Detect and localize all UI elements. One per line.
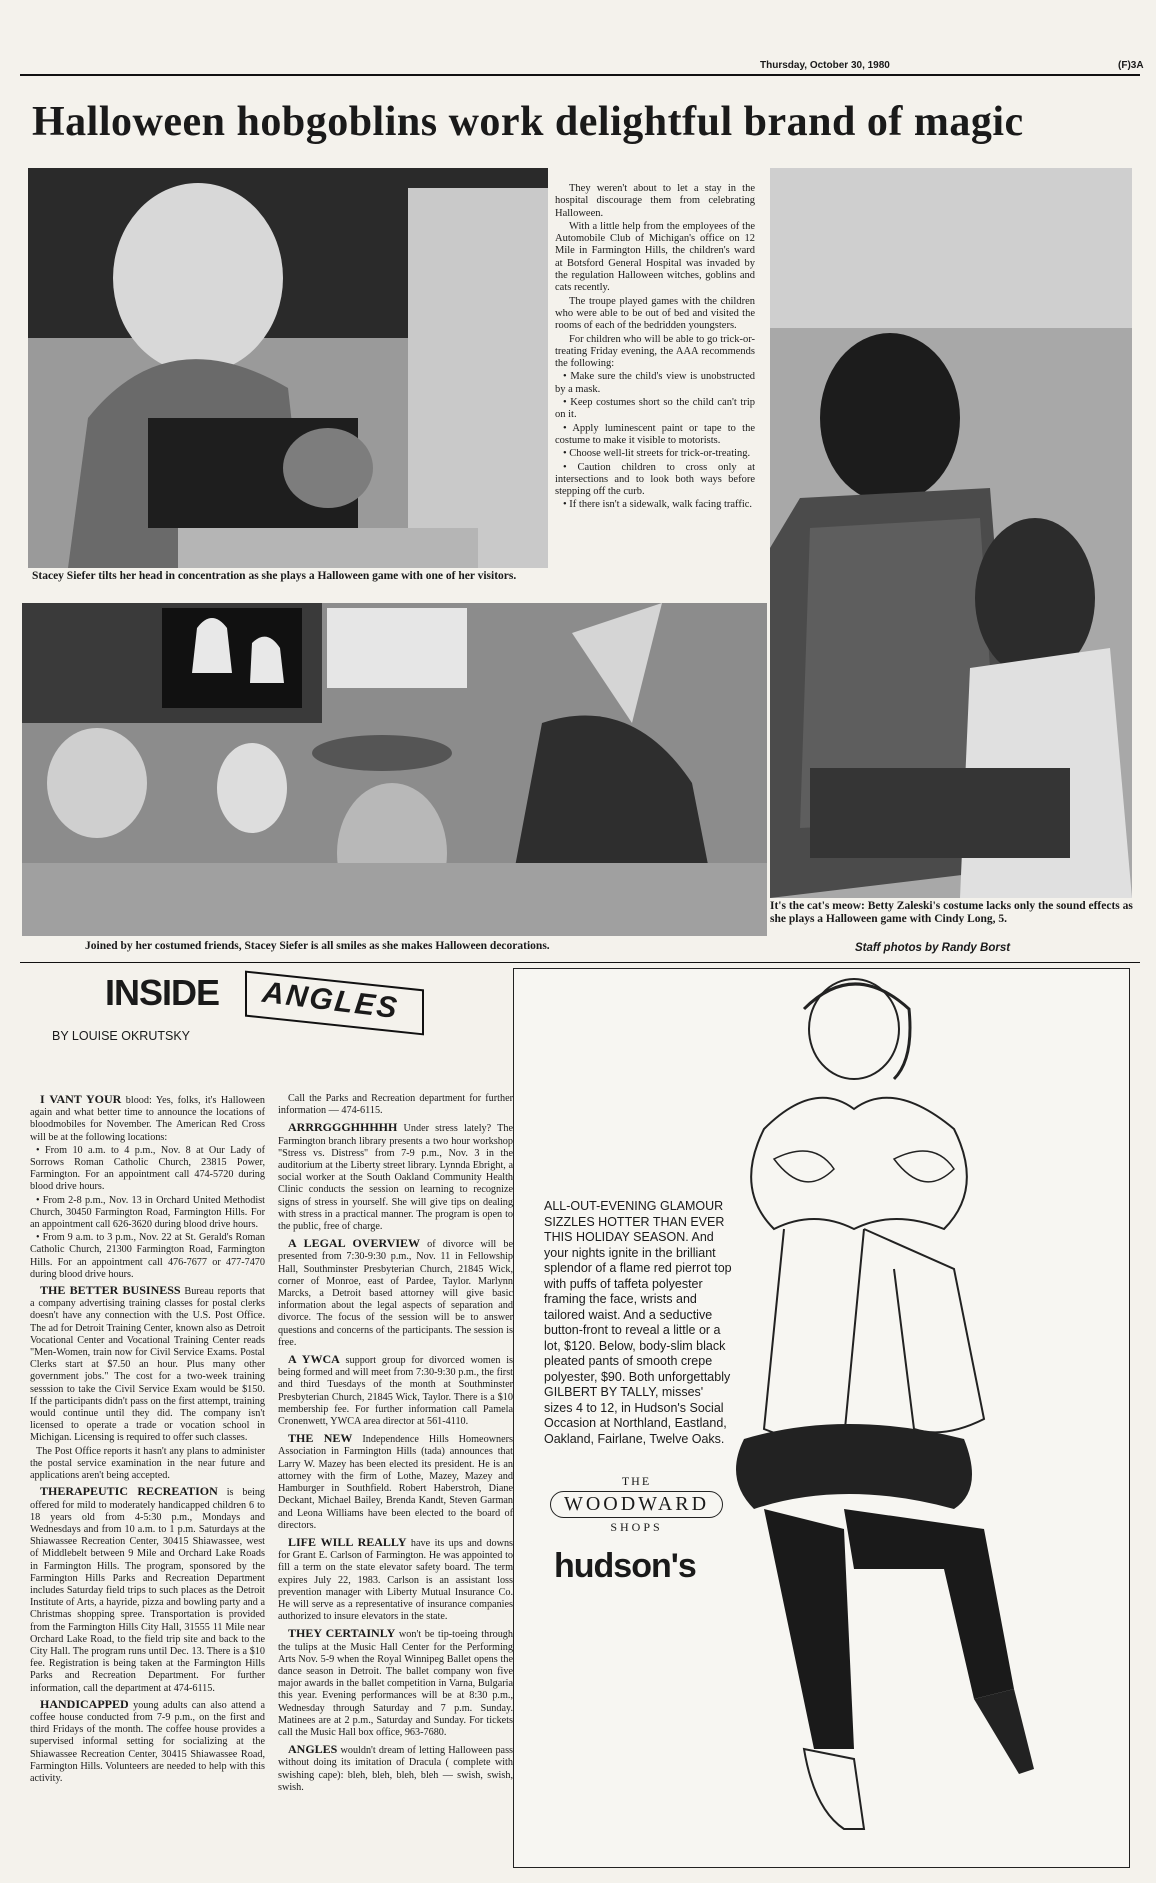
photo-costumed-friends: [22, 603, 767, 936]
item-text: of divorce will be presented from 7:30-9:30 p.m., Nov. 11 in Fellowship Hall, Southminster Presbyterian Church, 21845 Wick, corner of Monroe, east of Pardee, Taylor. Marlynn Marcks, a Detroit based attorney will give basic information about the legal aspects of separation and divorce. The focus of the session will be to answer questions and concerns of the participants. The session is free.: [278, 1239, 513, 1348]
story-paragraph: With a little help from the employees of the Automobile Club of Michigan's office on 12 Mile in Farmington Hills, the children's ward at Botsford General Hospital was invaded by the regulation Halloween witches, goblins and cats recently.: [555, 220, 755, 294]
item-text: • From 9 a.m. to 3 p.m., Nov. 22 at St. Gerald's Roman Catholic Church, 21300 Farmington Road, Farmington Hills. For an appointment call 476-7677 or 477-7470 during blood drive hours.: [30, 1232, 265, 1280]
story-paragraph: • Apply luminescent paint or tape to the costume to make it visible to motorists.: [555, 422, 755, 446]
column-item: [30, 1195, 265, 1232]
story-paragraph: • Make sure the child's view is unobstructed by a mask.: [555, 371, 755, 395]
story-paragraph: They weren't about to let a stay in the hospital discourage them from celebrating Halloween.: [555, 183, 755, 219]
item-lead: I VANT YOUR: [40, 1092, 122, 1106]
column-item: [30, 1485, 265, 1694]
hudsons-ad: [513, 968, 1130, 1868]
item-text: Call the Parks and Recreation department for further information — 474-6115.: [278, 1093, 513, 1117]
column-text-left: [30, 1093, 265, 1786]
column-item: [30, 1446, 265, 1483]
item-text: have its ups and downs for Grant E. Carlson of Farmington. He was appointed to fill a term on the state elevator safety board. The term expires July 22, 1983. Carlson is an assistant loss prevention manager with Liberty Mutual Insurance Co. He will serve as a representative of insurance companies authorized to insure elevators in the state.: [278, 1537, 513, 1623]
item-text: is being offered for mild to moderately handicapped children 6 to 18 years old from 4-5:30 p.m., Mondays and Wednesdays and from 10 a.m. to 1 p.m. Saturdays at the Shiawassee Recreation Center, 30415 Shiawassee, west of Middlebelt between 9 Mile and Orchard Lake Roads in Farmington Hills. The program, sponsored by the Farmington Hills Parks and Recreation Department includes Saturday field trips to such places as the Detroit Institute of Arts, a hayride, pizza and bowling party and a Christmas shopping spree. Transportation is provided from the Farmington Hills City Hall, 31555 11 Mile near Orchard Lake Road, to the field trip site and back to the City Hall. The program runs until Dec. 13. There is a $10 fee. Registration is being taken at the Farmington Hills Parks and Recreation Department. For further information, call the department at 474-6115.: [30, 1487, 266, 1694]
column-text-right: [278, 1093, 513, 1795]
story-text: [555, 183, 755, 513]
photo2-caption: Joined by her costumed friends, Stacey Siefer is all smiles as she makes Halloween decorations.: [85, 940, 550, 952]
column-item: [278, 1353, 513, 1428]
item-text: Bureau reports that a company advertising training classes for postal clerks doesn't have any connection with the U.S. Post Office. The ad for Detroit Training Center, known also as Detroit Vocational Center and Vocational Training Center reads "Men-Women, train now for Civil Service Exams. Postal Clerks start at $7.50 an hour. Plus many other government jobs." The cost for a two-week training sesssion to take the Civil Service Exam would be $150. If the participants didn't pass on the first attempt, training would continue until they did. The company isn't licensed to operate a trade or vocation school in Michigan. Licensing is required to offer such classes.: [30, 1286, 266, 1444]
column-logo-angles: ANGLES: [260, 975, 401, 1026]
item-text: • From 10 a.m. to 4 p.m., Nov. 8 at Our Lady of Sorrows Roman Catholic Church, 23815 Power, Farmington. For an appointment call 474-5720 during blood drive hours.: [30, 1144, 265, 1193]
item-lead: ANGLES: [288, 1742, 338, 1757]
column-item: [278, 1432, 513, 1532]
column-item: [30, 1145, 265, 1194]
item-text: young adults can also attend a coffee house conducted from 7-9 p.m., on the first and third Fridays of the month. The coffee house provides a supervised informal setting for socializing at the Shiawassee Recreation Center, 30415 Shiawassee Road, Farmington Hills. Volunteers are needed to help with this activity.: [30, 1699, 265, 1784]
story-paragraph: • Caution children to cross only at intersections and to look both ways before stepping off the curb.: [555, 461, 755, 498]
column-item: [278, 1237, 513, 1349]
hudsons-brand: hudson's: [554, 1547, 696, 1585]
column-item: [278, 1536, 513, 1623]
item-lead: ARRRGGGHHHHH: [288, 1120, 398, 1135]
section-rule: [20, 962, 1140, 963]
item-text: • From 2-8 p.m., Nov. 13 in Orchard United Methodist Church, 30450 Farmington Road, Farmington Hills. For an appointment call 626-3620 during blood drive hours.: [30, 1194, 265, 1231]
item-lead: A LEGAL OVERVIEW: [288, 1236, 421, 1251]
item-text: Under stress lately? The Farmington branch library presents a two hour workshop "Stress vs. Distress" from 7-9 p.m., Nov. 3 in the auditorium at the Liberty street library. Lynnda Ebright, a social worker at the South Oakland Community Health Clinic conducts the session on learning to recognize signs of stress in yourself. She will give tips on dealing with stress in a practical manner. The program is open to the public, free of charge.: [278, 1123, 513, 1233]
story-paragraph: • Choose well-lit streets for trick-or-treating.: [563, 448, 751, 460]
story-paragraph: For children who will be able to go trick-or-treating Friday evening, the AAA recommends the following:: [555, 333, 755, 370]
column-item: [30, 1284, 265, 1445]
header-rule: [20, 74, 1140, 76]
item-lead: THE BETTER BUSINESS: [40, 1283, 181, 1298]
photo1-caption: Stacey Siefer tilts her head in concentration as she plays a Halloween game with one of her visitors.: [32, 570, 517, 582]
column-item: [278, 1743, 513, 1794]
page-number: (F)3A: [1118, 60, 1144, 71]
item-lead: THE NEW: [288, 1431, 353, 1446]
column-item: [30, 1093, 265, 1144]
item-lead: HANDICAPPED: [40, 1696, 129, 1711]
headline: Halloween hobgoblins work delightful brand of magic: [32, 99, 1024, 145]
item-text: won't be tip-toeing through the tulips at the Music Hall Center for the Performing Arts Nov. 5-9 when the Royal Winnipeg Ballet opens the dance season in Detroit. The ballet company won five major awards in the ballet competition in Varna, Bulgaria this year. Evening performances will be at 8:30 p.m., Wednesday through Saturday and 7 p.m. Sunday. Matinees are at 2 p.m., Saturday and Sunday. For tickets call the Music Hall box office, 963-7680.: [278, 1629, 513, 1738]
item-text: blood: Yes, folks, it's Halloween again and what better time to announce the locations of bloodmobiles for November. The American Red Cross will be at the following locations:: [30, 1095, 266, 1143]
item-lead: A YWCA: [288, 1352, 340, 1367]
woodward-the: THE: [621, 1474, 652, 1488]
photo-stacey-game: [28, 168, 548, 568]
woodward-shops: SHOPS: [610, 1520, 663, 1534]
woodward-shops-logo: [544, 1474, 729, 1535]
story-paragraph: The troupe played games with the children who were able to be out of bed and visited the rooms of each of the bedridden youngsters.: [555, 295, 755, 332]
photo3-caption: It's the cat's meow: Betty Zaleski's costume lacks only the sound effects as she plays a Halloween game with Cindy Long, 5.: [770, 900, 1133, 925]
column-logo-inside: INSIDE: [105, 972, 220, 1013]
column-item: [278, 1093, 513, 1117]
column-item: [30, 1232, 265, 1281]
byline: BY LOUISE OKRUTSKY: [52, 1029, 191, 1043]
item-lead: THERAPEUTIC RECREATION: [40, 1484, 218, 1499]
story-paragraph: • If there isn't a sidewalk, walk facing traffic.: [563, 499, 753, 511]
photo-credit: Staff photos by Randy Borst: [855, 942, 1011, 954]
column-item: [278, 1121, 513, 1233]
photo-cat-costume: [770, 168, 1132, 898]
item-text: support group for divorced women is being formed and will meet from 7:30-9:30 p.m., the first and third Tuesdays of the month at Southminster Presbyterian Church, 21845 Wick, Taylor. There is a $10 membership fee. For further information call Pamela Cronenwett, YWCA area director at 561-4110.: [278, 1355, 513, 1428]
item-lead: THEY CERTAINLY: [288, 1626, 396, 1641]
woodward-name: WOODWARD: [550, 1491, 723, 1518]
item-lead: LIFE WILL REALLY: [288, 1534, 407, 1549]
story-paragraph: • Keep costumes short so the child can't trip on it.: [555, 397, 755, 421]
column-item: [30, 1698, 265, 1785]
issue-date: Thursday, October 30, 1980: [760, 60, 890, 71]
ad-copy: ALL-OUT-EVENING GLAMOUR SIZZLES HOTTER THAN EVER THIS HOLIDAY SEASON. And your nights ignite in the brilliant splendor of a flame red pierrot top with puffs of taffeta polyester framing the face, wrists and tailored waist. And a seductive button-front to reveal a little or a lot, $120. Below, body-slim black pleated pants of smooth crepe polyester, $90. Both unforgettably GILBERT BY TALLY, misses' sizes 4 to 12, in Hudson's Social Occasion at Northland, Eastland, Oakland, Fairlane, Twelve Oaks.: [544, 1199, 732, 1446]
item-text: Independence Hills Homeowners Association in Farmington Hills (tada) announces that Larry W. Mazey has been elected its president. He is an attorney with the firm of Lothe, Mazey, Mazey and Hamburger in Southfield. Robert Haberstroh, Diane Deckant, Michael Bailey, Brenda Kandt, Steven Garman and Leona Williams have been elected to the board of directors.: [278, 1434, 513, 1531]
item-text: The Post Office reports it hasn't any plans to administer the postal service examination in the near future and applications aren't being accepted.: [30, 1445, 265, 1482]
item-text: wouldn't dream of letting Halloween pass without doing its imitation of Dracula ( complete with swishing cape): bleh, bleh, bleh, bleh — swish, swish, swish.: [278, 1745, 513, 1793]
column-item: [278, 1627, 513, 1739]
